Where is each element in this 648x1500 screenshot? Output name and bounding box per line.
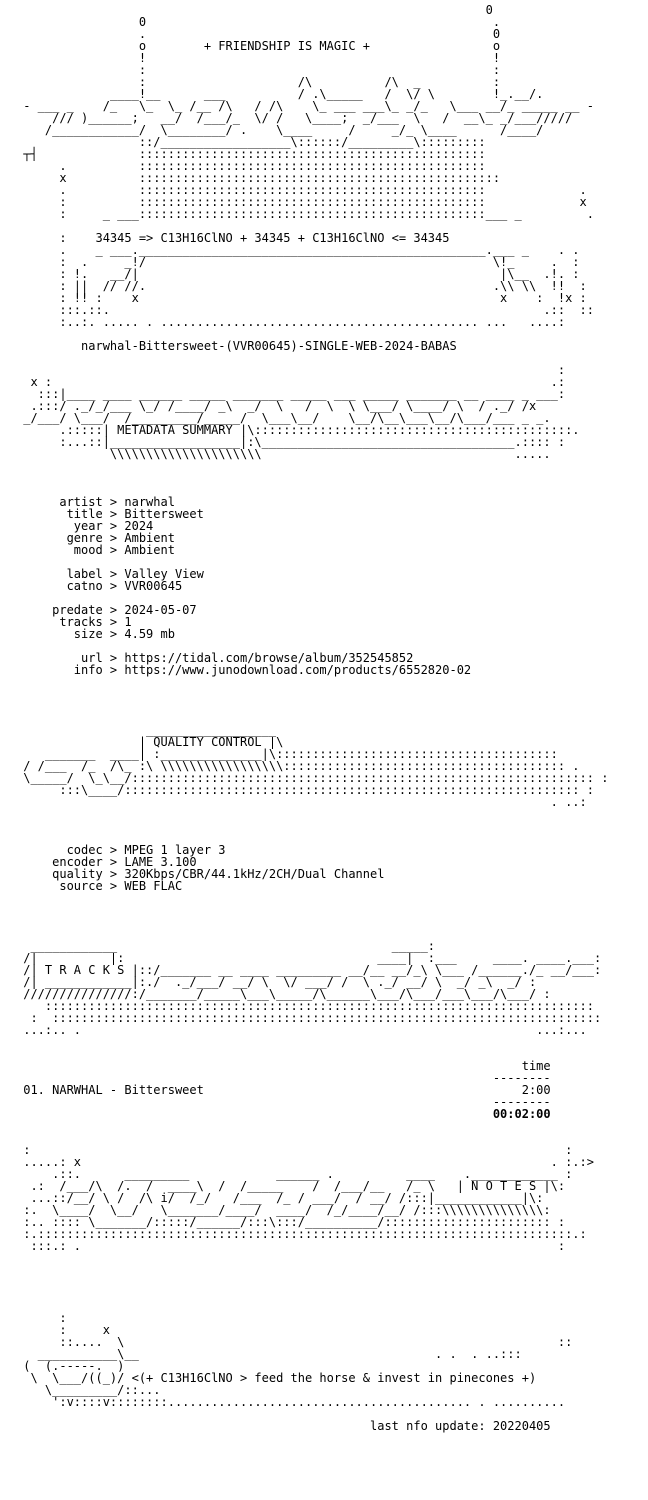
banner-line: ::/__________________\::::::/_________\:::::::::	[16, 135, 486, 149]
metadata-summary-header	[16, 364, 608, 484]
header-art-line: _______ ____| :______________|\:::::::::::::::::::::::::::::::::::::::	[16, 747, 558, 761]
nfo-document	[16, 4, 608, 1432]
header-art-line: | QUALITY CONTROL |\	[16, 735, 284, 749]
tracks-total-time: 00:02:00	[16, 1107, 551, 1121]
banner-line: . :::::::::::::::::::::::::::::::::::::::::::::::: .	[16, 183, 587, 197]
footer-art	[16, 1312, 608, 1432]
metadata-row: tracks > 1	[16, 615, 132, 629]
tracks-list	[16, 1060, 608, 1132]
metadata-row: title > Bittersweet	[16, 507, 204, 521]
banner-line: /____________/ \________/ . \____ / _/_ \____ /____/	[16, 123, 544, 137]
metadata-row: predate > 2024-05-07	[16, 603, 197, 617]
banner-line: o + FRIENDSHIP IS MAGIC + o	[16, 39, 501, 53]
banner-line: :..:. ..... . ............................................ ... ....:	[16, 315, 566, 329]
metadata-row: artist > narwhal	[16, 495, 175, 509]
header-art-line: ::::::::::::::::::::::::::::::::::::::::::::::::::::::::::::::::::::::::::::	[16, 999, 594, 1013]
banner-line: ┬┤ ::::::::::::::::::::::::::::::::::::::::::::::::	[16, 147, 486, 161]
header-art-line: :::|____ ____ ______ _____ _______ _____ ___ _____ _______ __ ____ _ ___:	[16, 387, 566, 401]
banner-line: : /\ /\ _ :	[16, 75, 501, 89]
tracks-total-rule: --------	[16, 1095, 551, 1109]
banner-line: : !! : x x : !x :	[16, 291, 587, 305]
quality-row: codec > MPEG 1 layer 3	[16, 843, 226, 857]
header-art-line: .::. _________ ______ . ____ .____________ :	[16, 1167, 573, 1181]
header-art-line: _/___/ \___/ /_________/_____/ \___\__/ \__/\__\___\__/\___/___ _ _.	[16, 411, 551, 425]
quality-list	[16, 844, 608, 928]
tracks-rule: --------	[16, 1071, 551, 1085]
footer-art-line: : x	[16, 1323, 110, 1337]
footer-slogan: \ \___/((_)/ <(+ C13H16ClNO > feed the horse & invest in pinecones +)	[16, 1371, 537, 1385]
friendship-banner-art-bottom	[16, 244, 608, 328]
header-art-line: :. \____/ \__/ \_______/____/ ____/ /_/____/__/ /:::\\\\\\\\\\\\\\:	[16, 1203, 551, 1217]
header-art-line: : :	[16, 1143, 573, 1157]
banner-line: . ::::::::::::::::::::::::::::::::::::::::::::::::	[16, 159, 486, 173]
header-art-line: .....: x . :.:>	[16, 1155, 594, 1169]
header-art-line: x : .:	[16, 375, 566, 389]
last-update: last nfo update: 20220405	[16, 1419, 551, 1433]
release-name-text: narwhal-Bittersweet-(VVR00645)-SINGLE-WEB-2024-BABAS	[81, 339, 457, 353]
header-art-line: ____________ _____:	[16, 939, 436, 953]
tracks-header	[16, 940, 608, 1048]
metadata-row: info > https://www.junodownload.com/products/6552820-02	[16, 663, 472, 677]
banner-line: 0	[16, 3, 493, 17]
header-art-line: ///////////////:/_______/_____\___\_____/\______\___/\___/___\___/\___/ :	[16, 987, 551, 1001]
banner-line: ____!__ ___ / .\_____ / \/ \ !_.__/.	[16, 87, 544, 101]
header-art-line: \\\\\\\\\\\\\\\\\\\\\ .....	[16, 447, 551, 461]
header-art-line: :.::::::::::::::::::::::::::::::::::::::::::::::::::::::::::::::::::::::::::.:	[16, 1227, 587, 1241]
footer-art-line: ::.... \ ::	[16, 1335, 573, 1349]
header-art-line: . ..:	[16, 795, 587, 809]
banner-line: : _ ___::::::::::::::::::::::::::::::::::::::::::::::::___ _ .	[16, 207, 594, 221]
metadata-row: size > 4.59 mb	[16, 627, 175, 641]
header-art-line: /| |: ____| :___ ____. ____.___:	[16, 951, 602, 965]
metadata-row: year > 2024	[16, 519, 154, 533]
metadata-row: mood > Ambient	[16, 543, 175, 557]
header-art-line: .:::/ ._/_/___ \_/ /____/ _\ _/ \ / \ \ \___/ \____/ \ / ._/ /x	[16, 399, 537, 413]
banner-line: . _ ___.________________________________________________.___ _ . .	[16, 243, 580, 257]
header-art-line: .: /___/\ /. / ____\ / /_____ / /___/__ /_ \ | N O T E S |\:	[16, 1179, 566, 1193]
header-art-line: ...:.. . ...:...	[16, 1023, 587, 1037]
metadata-row: genre > Ambient	[16, 531, 175, 545]
banner-line: : . _!/ \!_ . :	[16, 255, 580, 269]
banner-line: : :	[16, 63, 501, 77]
banner-line: : :::::::::::::::::::::::::::::::::::::::::::::::: x	[16, 195, 587, 209]
footer-art-line: ':v::::v::::::::.......................................... . ..........	[16, 1395, 566, 1409]
banner-line: :::.::. .:: ::	[16, 303, 594, 317]
quality-control-header	[16, 724, 608, 832]
header-art-line: :::.: . :	[16, 1239, 566, 1253]
banner-line: x ::::::::::::::::::::::::::::::::::::::::::::::::::	[16, 171, 501, 185]
metadata-list	[16, 496, 608, 712]
banner-line: /// )______; __/ /___/_ \/ / \____; _/___ \ / __\_ _/___/////	[16, 111, 573, 125]
quality-row: quality > 320Kbps/CBR/44.1kHz/2CH/Dual Channel	[16, 867, 385, 881]
banner-line: 0 .	[16, 15, 501, 29]
footer-art-line: ___________\__ . . . ..:::	[16, 1347, 522, 1361]
footer-art-line: :	[16, 1311, 67, 1325]
track-row: 01. NARWHAL - Bittersweet 2:00	[16, 1083, 551, 1097]
metadata-row: url > https://tidal.com/browse/album/352545852	[16, 651, 414, 665]
header-art-line: ...::/__/ \ / /\ i/ /_/ /___ /_ / ___/ / __/ /:::|____________|\:	[16, 1191, 544, 1205]
tracks-time-header: time	[16, 1059, 551, 1073]
friendship-banner-art	[16, 4, 608, 232]
header-art-line: \_____/ \_\__/:::::::::::::::::::::::::::::::::::::::::::::::::::::::::::::::: :	[16, 771, 609, 785]
header-art-line: __________________	[16, 723, 277, 737]
metadata-row: catno > VVR00645	[16, 579, 183, 593]
header-art-line: : ::::::::::::::::::::::::::::::::::::::::::::::::::::::::::::::::::::::::::::	[16, 1011, 602, 1025]
banner-line: : !. __/| |\__ .!. :	[16, 267, 580, 281]
header-art-line: :::\____/::::::::::::::::::::::::::::::::::::::::::::::::::::::::::::::: :	[16, 783, 594, 797]
footer-art-line: ( (.-----. )	[16, 1359, 147, 1373]
header-art-line: :.. :::: \_______/:::::/______/:::\:::/__________/::::::::::::::::::::::: :	[16, 1215, 566, 1229]
banner-line: : || // //. .\\ \\ !! :	[16, 279, 587, 293]
notes-header	[16, 1144, 608, 1300]
banner-line: ! !	[16, 51, 501, 65]
quality-row: source > WEB FLAC	[16, 879, 183, 893]
banner-line: . 0	[16, 27, 501, 41]
header-art-line: :...::|__________________|:\___________________________________.:::: :	[16, 435, 566, 449]
header-art-line: .:::::| METADATA SUMMARY |\::::::::::::::::::::::::::::::::::::::::::::.	[16, 423, 580, 437]
quality-row: encoder > LAME 3.100	[16, 855, 197, 869]
header-art-line: /| T R A C K S |::/_______ __ ____ _________ __/__ __/_\ \___ /______./_ __/___:	[16, 963, 602, 977]
metadata-row: label > Valley View	[16, 567, 204, 581]
release-name	[16, 340, 608, 352]
header-art-line: /| ____________|:./ ._/___/ __/ \ \/ ___/ / \ ._/ __/ \ _/ _\ _/ :	[16, 975, 537, 989]
header-art-line: / /___ /_ /\_ :\ \\\\\\\\\\\\\\\\\::::::::::::::::::::::::::::::::::::::: .	[16, 759, 580, 773]
banner-line: - ___ _ /_ \_ \_ /__ /\ / /\ \_ ___ ___\_ _/_ \___ __/_ _____ __ -	[16, 99, 594, 113]
header-art-line: :	[16, 363, 566, 377]
footer-art-line: \_________/::...	[16, 1383, 161, 1397]
formula-line: : 34345 => C13H16ClNO + 34345 + C13H16ClNO <= 34345	[16, 231, 450, 245]
